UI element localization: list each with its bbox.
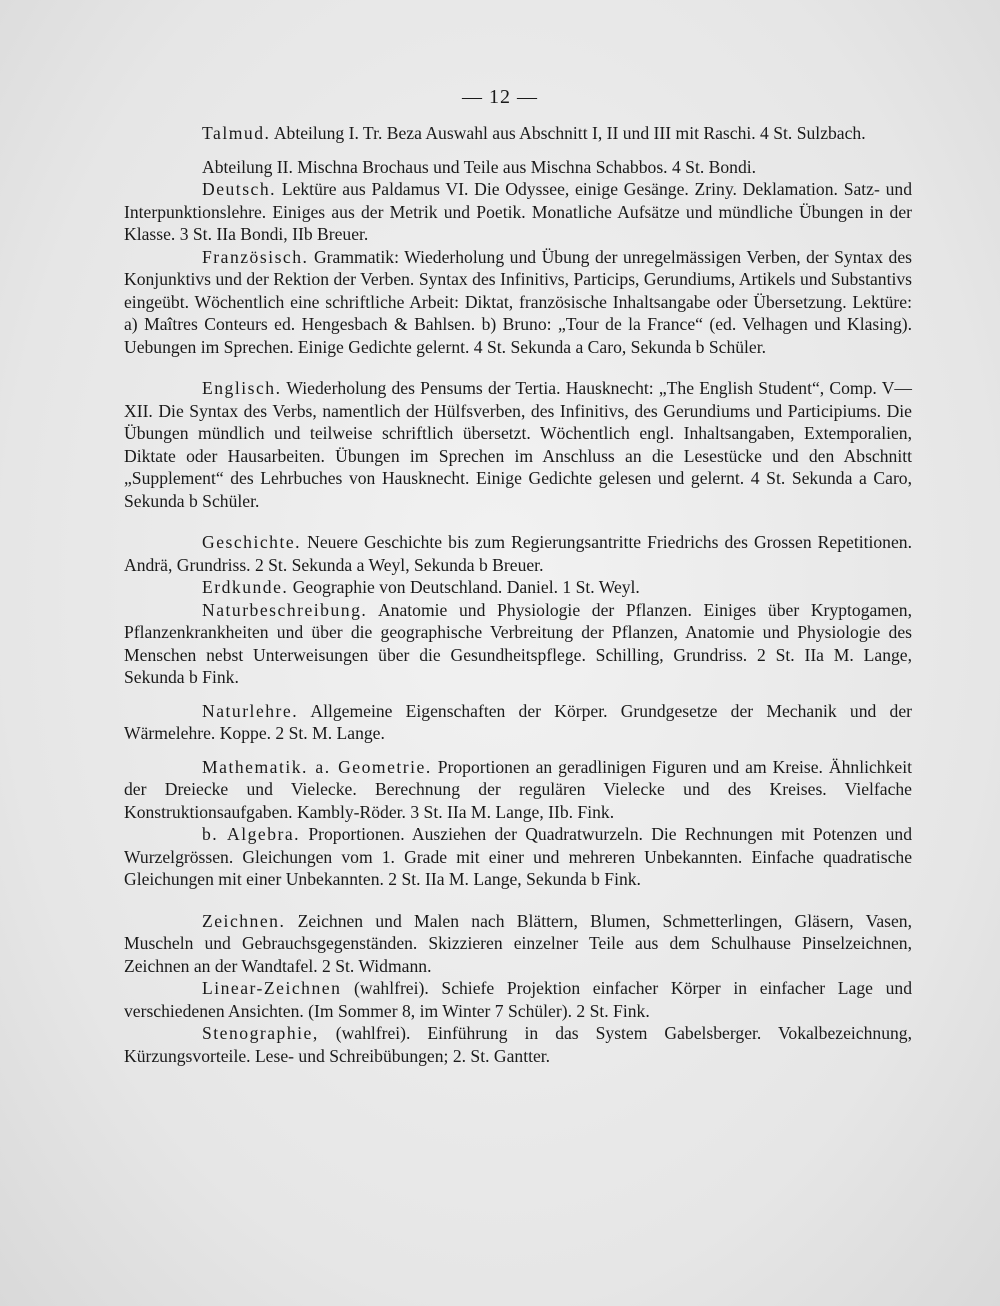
- text-naturlehre: Allgemeine Eigenschaften der Körper. Grundgesetze der Mechanik und der Wärmelehre. Koppe. 2 St. M. Lange.: [124, 700, 912, 743]
- paragraph-zeichnen: [124, 910, 912, 978]
- text-naturbeschreibung: Anatomie und Physiologie der Pflanzen. Einiges über Kryptogamen, Pflanzenkrankheiten und über die geographische Verbreitung der Pflanzen, Anatomie und Physiologie des Menschen nebst Unterweisungen über die Gesundheitspflege. Schilling, Grundriss. 2 St. IIa M. Lange, Sekunda b Fink.: [124, 599, 912, 687]
- heading-talmud: Talmud.: [202, 123, 271, 143]
- paragraph-erdkunde: [124, 576, 912, 599]
- paragraph-algebra: [124, 823, 912, 891]
- heading-erdkunde: Erdkunde.: [202, 577, 289, 597]
- text-algebra: Proportionen. Ausziehen der Quadratwurzeln. Die Rechnungen mit Potenzen und Wurzelgrössen. Gleichungen vom 1. Grade mit einer und mehreren Unbekannten. Einfache quadratische Gleichungen mit einer Unbekannten. 2 St. IIa M. Lange, Sekunda b Fink.: [124, 824, 913, 889]
- heading-deutsch: Deutsch.: [202, 179, 277, 199]
- paragraph-franzoesisch: [124, 246, 912, 359]
- heading-naturbeschreibung: Naturbeschreibung.: [202, 599, 368, 620]
- paragraph-naturbeschreibung: [124, 599, 912, 689]
- paragraph-englisch: [124, 377, 912, 512]
- paragraph-geschichte: [124, 531, 912, 576]
- heading-zeichnen: Zeichnen.: [202, 910, 286, 931]
- text-deutsch: Lektüre aus Paldamus VI. Die Odyssee, einige Gesänge. Zriny. Deklamation. Satz- und Interpunktionslehre. Einiges aus der Metrik und Poetik. Monatliche Aufsätze und mündliche Übungen in der Klasse. 3 St. IIa Bondi, IIb Breuer.: [124, 179, 912, 244]
- page-body: [124, 122, 912, 1067]
- heading-naturlehre: Naturlehre.: [202, 700, 299, 721]
- heading-franzoesisch: Französisch.: [202, 246, 309, 267]
- text-geschichte: Neuere Geschichte bis zum Regierungsantritte Friedrichs des Grossen Repetitionen. Andrä, Grundriss. 2 St. Sekunda a Weyl, Sekunda b Breuer.: [124, 532, 912, 575]
- paragraph-talmud: [124, 122, 912, 145]
- heading-englisch: Englisch.: [202, 378, 282, 398]
- text-stenographie: (wahlfrei). Einführung in das System Gabelsberger. Vokalbezeichnung, Kürzungsvorteile. Lese- und Schreibübungen; 2. St. Gantter.: [124, 1023, 912, 1066]
- text-zeichnen: Zeichnen und Malen nach Blättern, Blumen, Schmetterlingen, Gläsern, Vasen, Muscheln und Gebrauchsgegenständen. Skizzieren einzelner Teile aus dem Schulhause Pinselzeichnen, Zeichnen an der Wandtafel. 2 St. Widmann.: [124, 910, 912, 976]
- paragraph-deutsch: [124, 178, 912, 246]
- page-number: — 12 —: [462, 86, 538, 108]
- heading-geschichte: Geschichte.: [202, 532, 302, 552]
- text-franzoesisch: Grammatik: Wiederholung und Übung der unregelmässigen Verben, der Syntax des Konjunktivs und der Rektion der Verben. Syntax des Infinitivs, Particips, Gerundiums, Artikels und Substantivs eingeübt. Wöchentlich eine schriftliche Arbeit: Diktat, französische Inhaltsangabe oder Übersetzung. Lektüre: a) Maîtres Conteurs ed. Hengesbach & Bahlsen. b) Bruno: „Tour de la France“ (ed. Velhagen und Klasing). Uebungen im Sprechen. Einige Gedichte gelernt. 4 St. Sekunda a Caro, Sekunda b Schüler.: [124, 246, 912, 357]
- paragraph-stenographie: [124, 1022, 912, 1067]
- heading-algebra: b. Algebra.: [202, 824, 301, 844]
- paragraph-linear: [124, 977, 912, 1022]
- text-erdkunde: Geographie von Deutschland. Daniel. 1 St. Weyl.: [288, 577, 640, 597]
- heading-geometrie: Mathematik. a. Geometrie.: [202, 756, 432, 777]
- paragraph-mischna: [124, 156, 912, 179]
- heading-linear: Linear-Zeichnen: [202, 978, 342, 998]
- text-talmud: Abteilung I. Tr. Beza Auswahl aus Abschnitt I, II und III mit Raschi. 4 St. Sulzbach.: [270, 123, 866, 143]
- text-geometrie: Proportionen an geradlinigen Figuren und am Kreise. Ähnlichkeit der Dreiecke und Vielecke. Berechnung der regulären Vielecke und des Kreises. Vielfache Konstruktionsaufgaben. Kambly-Röder. 3 St. IIa M. Lange, IIb. Fink.: [124, 756, 912, 822]
- paragraph-geometrie: [124, 756, 912, 824]
- heading-stenographie: Stenographie,: [202, 1023, 319, 1043]
- text-linear: (wahlfrei). Schiefe Projektion einfacher Körper in einfacher Lage und verschiedenen Ansichten. (Im Sommer 8, im Winter 7 Schüler). 2 St. Fink.: [124, 978, 912, 1021]
- paragraph-naturlehre: [124, 700, 912, 745]
- text-englisch: Wiederholung des Pensums der Tertia. Hausknecht: „The English Student“, Comp. V—XII. Die Syntax des Verbs, namentlich der Hülfsverben, des Infinitivs, des Gerundiums und Participiums. Die Übungen mündlich und teilweise schriftlich übersetzt. Wöchentlich engl. Inhaltsangaben, Extemporalien, Diktate oder Hausarbeiten. Übungen im Sprechen im Anschluss an die Lesestücke und den Abschnitt „Supplement“ des Lehrbuches von Hausknecht. Einige Gedichte gelesen und gelernt. 4 St. Sekunda a Caro, Sekunda b Schüler.: [124, 378, 912, 511]
- text-mischna: Abteilung II. Mischna Brochaus und Teile aus Mischna Schabbos. 4 St. Bondi.: [202, 156, 757, 177]
